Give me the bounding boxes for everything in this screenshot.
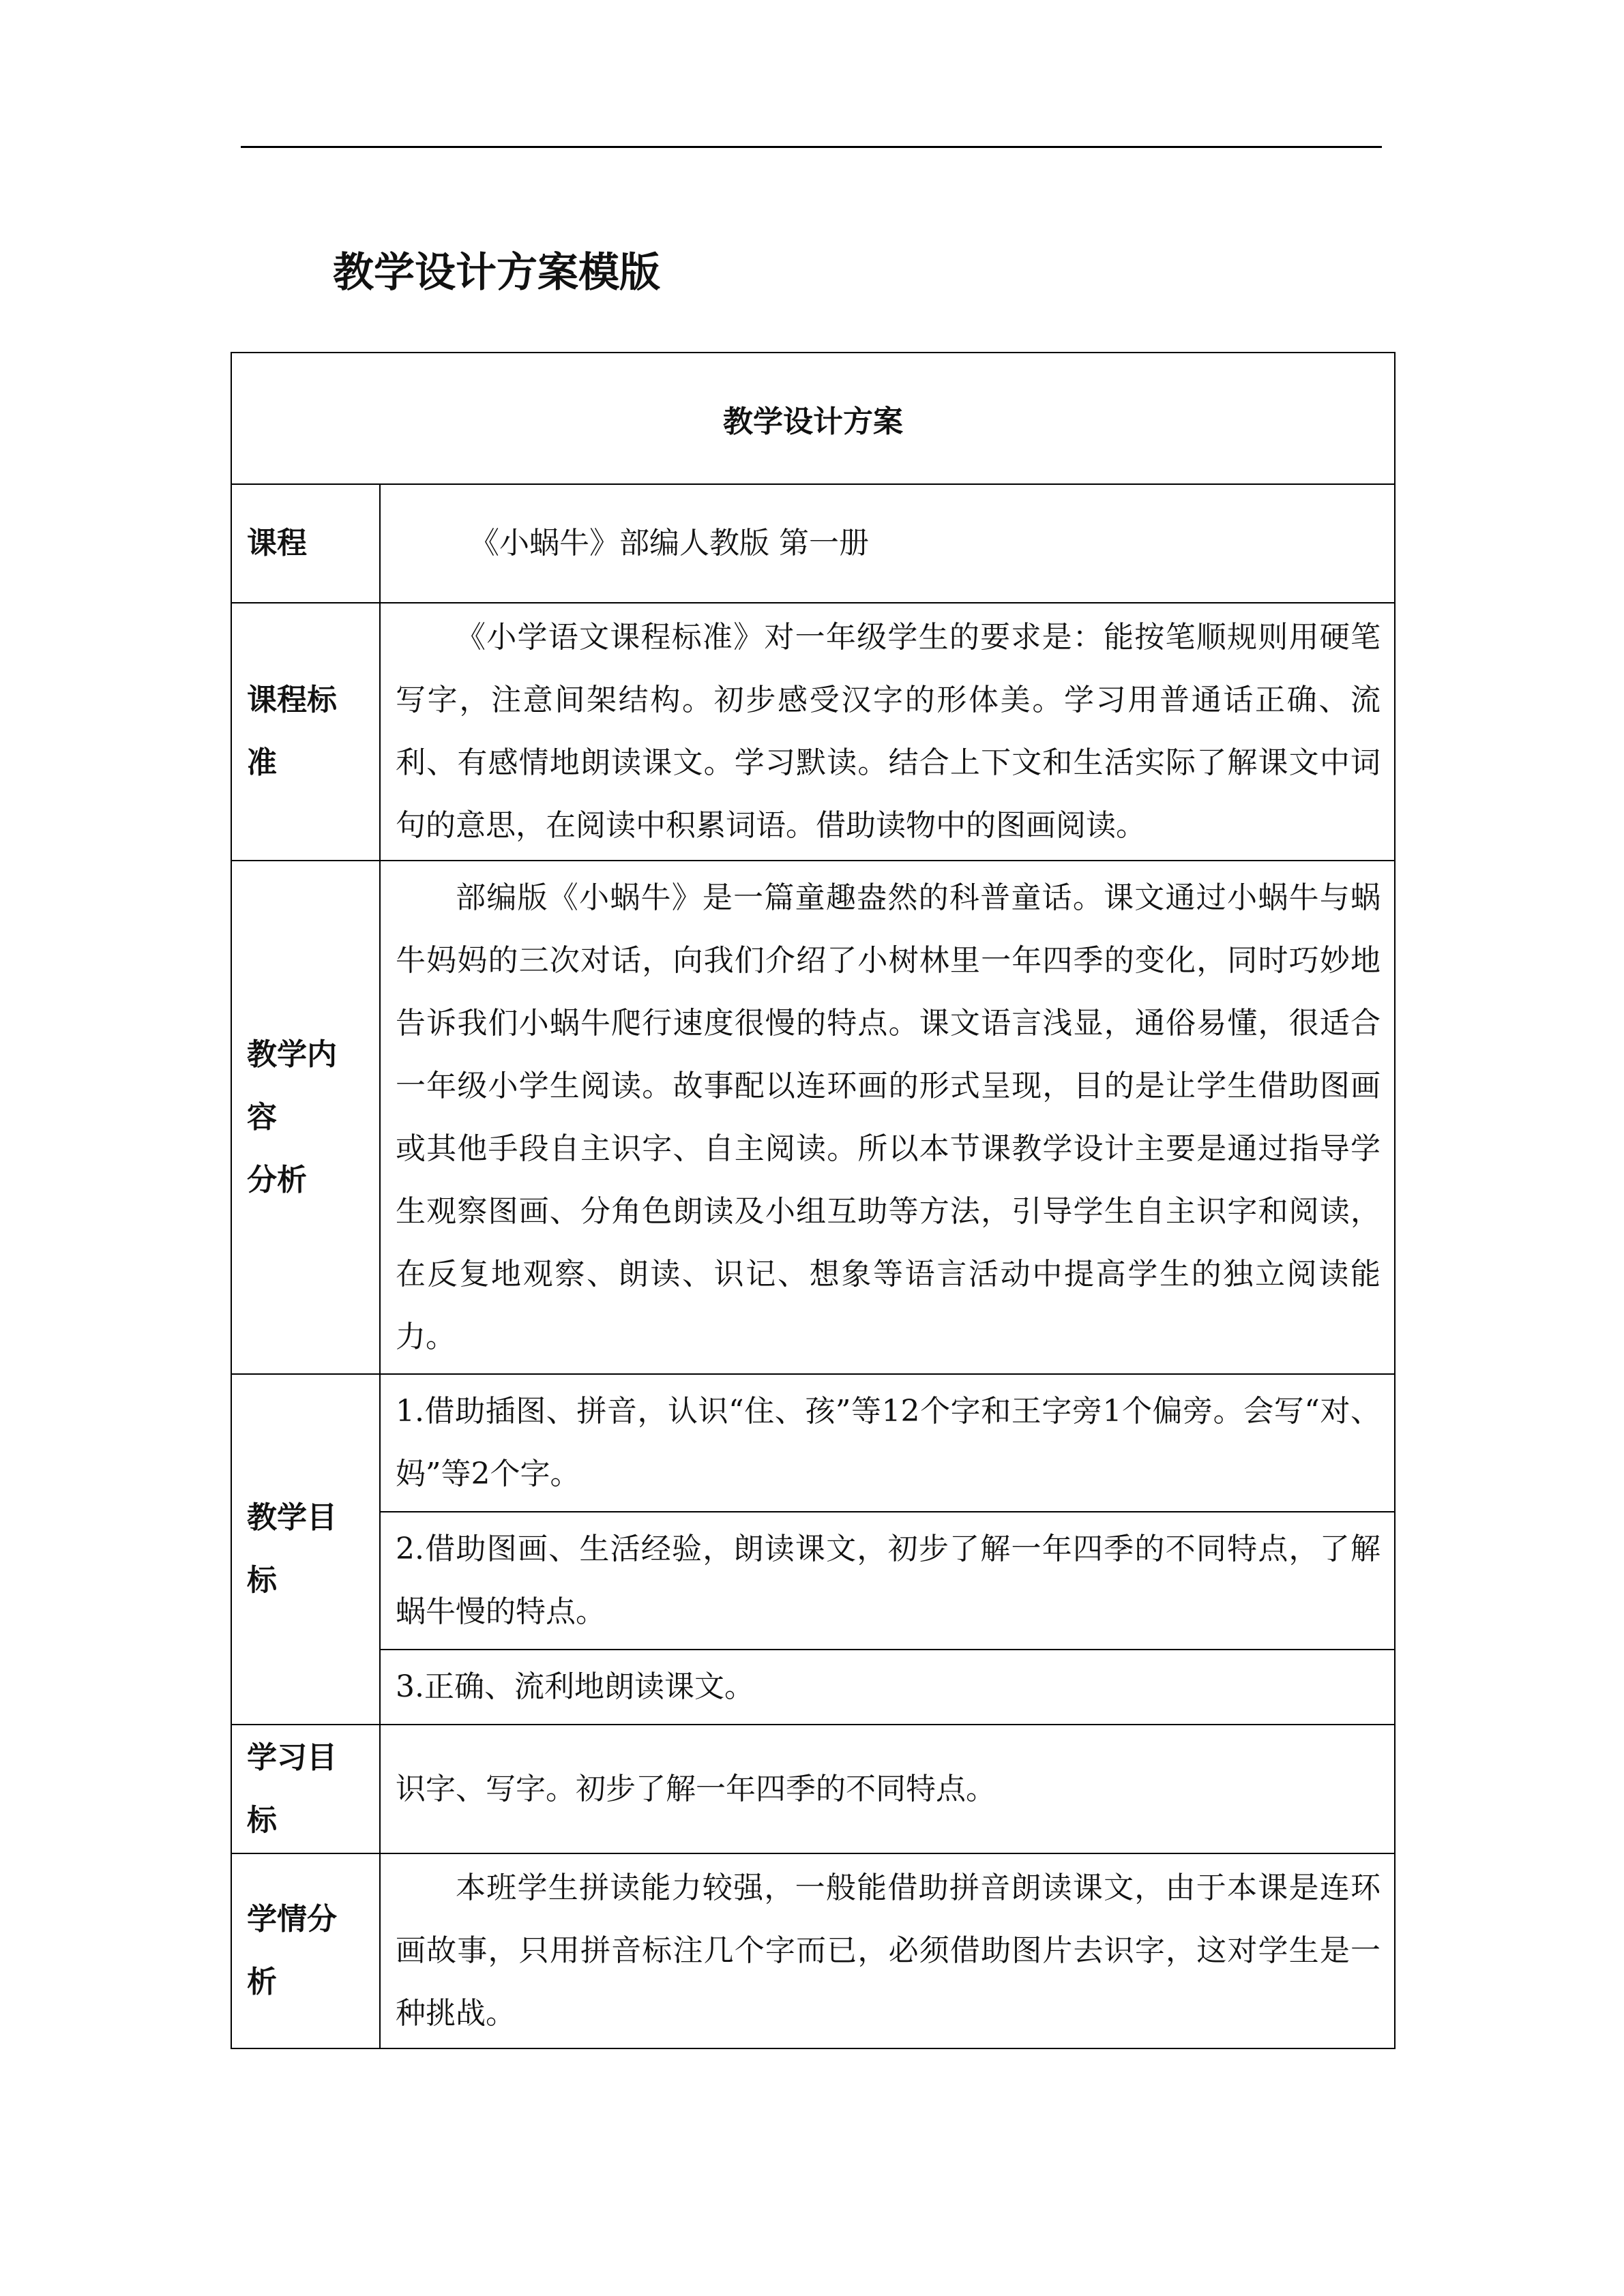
student-analysis-text: 本班学生拼读能力较强，一般能借助拼音朗读课文，由于本课是连环画故事，只用拼音标注几个字而已，必须借助图片去识字，这对学生是一种挑战。 — [380, 1853, 1395, 2048]
course-row — [231, 484, 1395, 603]
table-header-row — [231, 353, 1395, 484]
teaching-goal-row-2 — [231, 1512, 1395, 1650]
teaching-goal-item: 3.正确、流利地朗读课文。 — [380, 1650, 1395, 1725]
teaching-goal-item: 2.借助图画、生活经验，朗读课文，初步了解一年四季的不同特点，了解蜗牛慢的特点。 — [380, 1512, 1395, 1650]
document-title: 教学设计方案模版 — [333, 249, 660, 297]
content-analysis-text: 部编版《小蜗牛》是一篇童趣盎然的科普童话。课文通过小蜗牛与蜗牛妈妈的三次对话，向我们介绍了小树林里一年四季的变化，同时巧妙地告诉我们小蜗牛爬行速度很慢的特点。课文语言浅显，通俗易懂，很适合一年级小学生阅读。故事配以连环画的形式呈现，目的是让学生借助图画或其他手段自主识字、自主阅读。所以本节课教学设计主要是通过指导学生观察图画、分角色朗读及小组互助等方法，引导学生自主识字和阅读，在反复地观察、朗读、识记、想象等语言活动中提高学生的独立阅读能力。 — [380, 861, 1395, 1374]
learning-goals-row — [231, 1725, 1395, 1853]
content-analysis-row — [231, 861, 1395, 1374]
standard-row — [231, 603, 1395, 861]
learning-goals-label: 学习目 标 — [231, 1725, 380, 1853]
learning-goals-text: 识字、写字。初步了解一年四季的不同特点。 — [380, 1725, 1395, 1853]
standard-text: 《小学语文课程标准》对一年级学生的要求是：能按笔顺规则用硬笔写字，注意间架结构。初步感受汉字的形体美。学习用普通话正确、流利、有感情地朗读课文。学习默读。结合上下文和生活实际了解课文中词句的意思，在阅读中积累词语。借助读物中的图画阅读。 — [380, 603, 1395, 861]
standard-label: 课程标 准 — [231, 603, 380, 861]
teaching-goal-row-1 — [231, 1374, 1395, 1512]
header-rule — [241, 146, 1382, 148]
course-label: 课程 — [231, 484, 380, 603]
student-analysis-row — [231, 1853, 1395, 2048]
course-value: 《小蜗牛》部编人教版 第一册 — [380, 484, 1395, 603]
content-analysis-label: 教学内 容 分析 — [231, 861, 380, 1374]
teaching-goal-item: 1.借助插图、拼音，认识“住、孩”等12个字和王字旁1个偏旁。会写“对、妈”等2个字。 — [380, 1374, 1395, 1512]
teaching-goal-row-3 — [231, 1650, 1395, 1725]
student-analysis-label: 学情分 析 — [231, 1853, 380, 2048]
teaching-plan-table — [231, 352, 1396, 2049]
teaching-goals-label: 教学目 标 — [231, 1374, 380, 1725]
table-header: 教学设计方案 — [231, 353, 1395, 484]
